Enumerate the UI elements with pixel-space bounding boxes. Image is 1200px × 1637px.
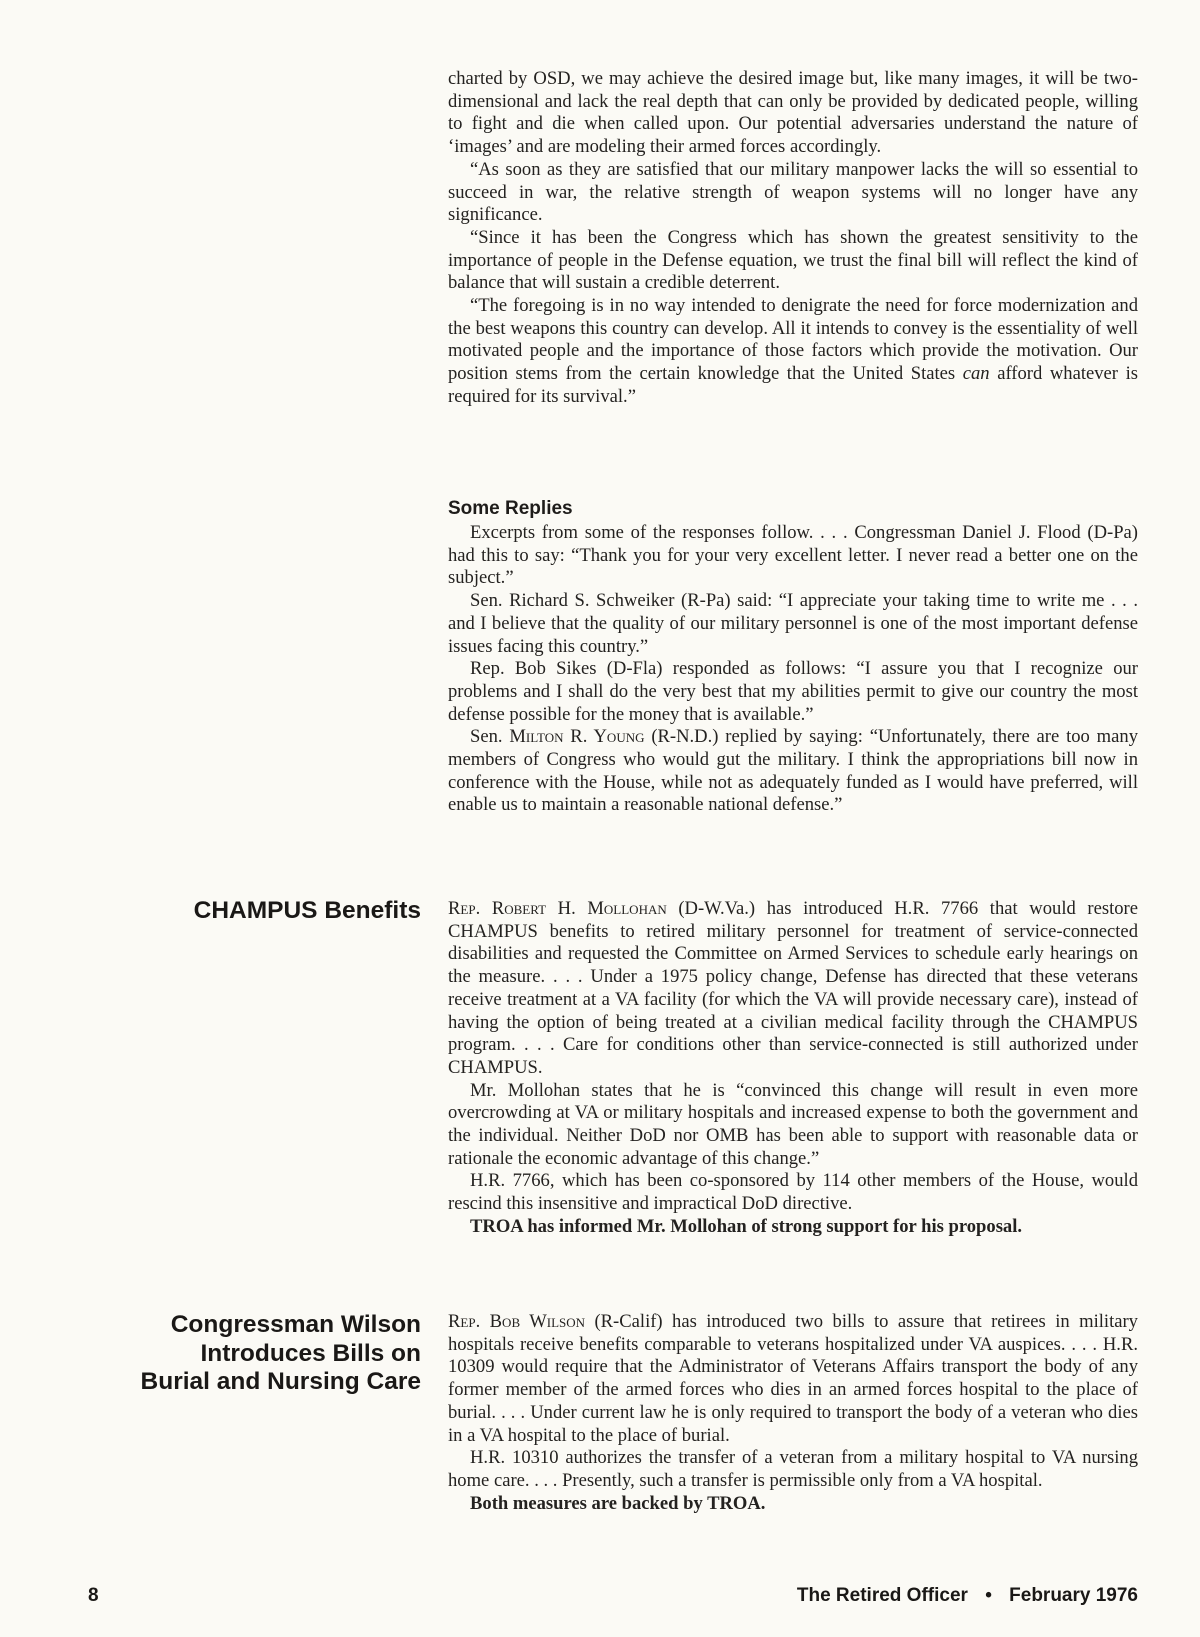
paragraph-text: “The foregoing is in no way intended to denigrate the need for force modernization and the best weapons this country can develop. All it intends to convey is the essentiality of well motivated people and the importance of those factors which provide the motivation. Our position stems from the certain knowledge that the United States <box>448 295 1138 385</box>
publication-name: The Retired Officer <box>796 1585 968 1606</box>
wilson-heading <box>141 1311 421 1397</box>
wilson-section <box>448 1311 1138 1515</box>
heading-line: Burial and Nursing Care <box>140 1368 421 1395</box>
heading-line: Introduces Bills on <box>200 1339 421 1367</box>
paragraph: charted by OSD, we may achieve the desired image but, like many images, it will be two-dimensional and lack the real depth that can only be provided by dedicated people, willing to fight and die when called upon. Our potential adversaries understand the nature of ‘images’ and are modeling their armed forces accordingly. <box>448 68 1138 158</box>
paragraph: Excerpts from some of the responses follow. . . . Congressman Daniel J. Flood (D-Pa) had this to say: “Thank you for your very excellent letter. I never read a better one on the subject.” <box>448 522 1138 589</box>
representative-name: Rep. Robert H. Mollohan <box>448 898 667 919</box>
page-number: 8 <box>88 1585 99 1606</box>
paragraph-emphasis: TROA has informed Mr. Mollohan of strong support for his proposal. <box>470 1215 1023 1237</box>
paragraph-tail: afford whatever is required for its survival.” <box>448 363 1138 407</box>
representative-name: Rep. Bob Wilson <box>448 1311 586 1332</box>
paragraph-text: (R-N.D.) replied by saying: “Unfortunately, there are too many members of Congress who would gut the military. I think the appropriations bill now in conference with the House, while not as adequately funded as I would have preferred, will enable us to maintain a reasonable national defense.” <box>448 726 1138 816</box>
paragraph-text: (D-W.Va.) has introduced H.R. 7766 that would restore CHAMPUS benefits to retired military personnel for treatment of service-connected disabilities and requested the Committee on Armed Services to schedule early hearings on the measure. . . . Under a 1975 policy change, Defense has directed that these veterans receive treatment at a VA facility (for which the VA will provide necessary care), instead of having the option of being treated at a civilian medical facility through the CHAMPUS program. . . . Care for conditions other than service-connected is still authorized under CHAMPUS. <box>448 898 1138 1078</box>
paragraph: H.R. 7766, which has been co-sponsored by 114 other members of the House, would rescind this insensitive and impractical DoD directive. <box>448 1170 1138 1215</box>
paragraph: “As soon as they are satisfied that our military manpower lacks the will so essential to succeed in war, the relative strength of weapon systems will no longer have any significance. <box>448 158 1138 226</box>
paragraph <box>448 295 1138 409</box>
emphasis-text: can <box>962 363 990 385</box>
paragraph: Mr. Mollohan states that he is “convinced this change will result in even more overcrowding at VA or military hospitals and increased expense to both the government and the individual. Neither DoD nor OMB has been able to support with reasonable data or rationale the economic advantage of this change.” <box>448 1079 1138 1169</box>
paragraph <box>448 898 1138 1080</box>
publication-date: February 1976 <box>1009 1585 1138 1606</box>
heading-line: Congressman Wilson <box>170 1311 421 1338</box>
paragraph-prefix: Sen. <box>470 726 510 748</box>
champus-heading: CHAMPUS Benefits <box>193 897 421 924</box>
paragraph: Sen. Richard S. Schweiker (R-Pa) said: “I appreciate your taking time to write me . . . and I believe that the quality of our military personnel is one of the most important defense issues facing this country.” <box>448 590 1138 657</box>
paragraph <box>448 1311 1138 1447</box>
replies-heading: Some Replies <box>448 498 573 519</box>
replies-section <box>448 522 1138 817</box>
paragraph: “Since it has been the Congress which has shown the greatest sensitivity to the importance of people in the Defense equation, we trust the final bill will reflect the kind of balance that will sustain a credible deterrent. <box>448 226 1138 294</box>
bullet-separator: • <box>985 1585 992 1606</box>
publication-footer <box>797 1585 1138 1607</box>
senator-name: Milton R. Young <box>509 726 645 748</box>
paragraph: H.R. 10310 authorizes the transfer of a veteran from a military hospital to VA nursing home care. . . . Presently, such a transfer is permissible only from a VA hospital. <box>448 1447 1138 1491</box>
champus-section <box>448 898 1138 1239</box>
article-continuation <box>448 68 1138 409</box>
paragraph-emphasis: Both measures are backed by TROA. <box>470 1492 766 1514</box>
paragraph: Rep. Bob Sikes (D-Fla) responded as follows: “I assure you that I recognize our problems and I shall do the very best that my abilities permit to give our country the most defense possible for the money that is available.” <box>448 658 1138 725</box>
paragraph-text: (R-Calif) has introduced two bills to assure that retirees in military hospitals receive benefits comparable to veterans hospitalized under VA auspices. . . . H.R. 10309 would require that the Administrator of Veterans Affairs transport the body of any former member of the armed forces who dies in an armed forces hospital to the place of burial. . . . Under current law he is only required to transport the body of a veteran who dies in a VA hospital to the place of burial. <box>448 1311 1138 1446</box>
paragraph <box>448 726 1138 817</box>
